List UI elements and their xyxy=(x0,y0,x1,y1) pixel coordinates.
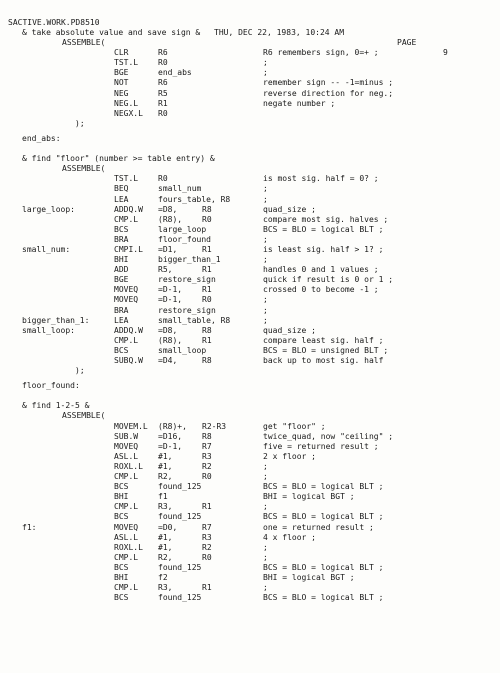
code-operand: =D-1, xyxy=(158,285,183,295)
code-comment: ; xyxy=(263,68,268,78)
code-operand-second: R3 xyxy=(202,451,212,461)
code-comment: 4 x floor ; xyxy=(263,532,316,542)
code-operand: restore_sign xyxy=(158,305,216,315)
code-opcode: CMP.L xyxy=(114,335,139,345)
code-operand: R6 xyxy=(158,48,168,58)
code-operand-second: R8 xyxy=(202,325,212,335)
assemble-close-paren: ); xyxy=(75,118,85,128)
code-operand: R0 xyxy=(158,108,168,118)
code-operand: end_abs xyxy=(158,68,192,78)
code-opcode: NEG xyxy=(114,88,129,98)
code-line xyxy=(0,265,500,275)
code-line xyxy=(0,295,500,305)
code-comment: five = returned result ; xyxy=(263,441,379,451)
code-operand: small_table, R8 xyxy=(158,315,231,325)
code-line xyxy=(0,346,500,356)
section-comment xyxy=(0,154,500,164)
code-opcode: MOVEQ xyxy=(114,295,139,305)
code-operand: R2, xyxy=(158,552,173,562)
code-operand: found_125 xyxy=(158,562,202,572)
code-opcode: BGE xyxy=(114,68,129,78)
code-line xyxy=(0,583,500,593)
code-operand: f1 xyxy=(158,492,168,502)
code-comment: BCS = BLO = logical BLT ; xyxy=(263,593,384,603)
code-line xyxy=(0,422,500,432)
code-comment: BCS = BLO = logical BLT ; xyxy=(263,512,384,522)
code-comment: is most sig. half = 0? ; xyxy=(263,174,379,184)
assemble-open xyxy=(0,38,500,48)
code-operand-second: R8 xyxy=(202,431,212,441)
code-opcode: CMP.L xyxy=(114,472,139,482)
code-line xyxy=(0,492,500,502)
code-line xyxy=(0,78,500,88)
code-comment: quad_size ; xyxy=(263,325,316,335)
code-label: bigger_than_1: xyxy=(22,315,90,325)
code-line xyxy=(0,442,500,452)
code-line xyxy=(0,563,500,573)
blank-line xyxy=(0,391,500,401)
assemble-keyword: ASSEMBLE( xyxy=(62,411,106,421)
code-comment: ; xyxy=(263,58,268,68)
header-timestamp: THU, DEC 22, 1983, 10:24 AM xyxy=(214,28,345,37)
code-line xyxy=(0,215,500,225)
code-operand: =D-1, xyxy=(158,295,183,305)
code-label: small_num: xyxy=(22,244,71,254)
code-comment: BCS = BLO = unsigned BLT ; xyxy=(263,345,389,355)
block-end-label xyxy=(0,381,500,391)
code-comment: ; xyxy=(263,184,268,194)
code-operand: =D8, xyxy=(158,325,178,335)
code-comment: quick if result is 0 or 1 ; xyxy=(263,275,394,285)
code-line xyxy=(0,48,500,58)
code-comment: negate number ; xyxy=(263,98,336,108)
code-operand: =D16, xyxy=(158,431,183,441)
code-comment: compare most sig. halves ; xyxy=(263,214,389,224)
code-line xyxy=(0,235,500,245)
code-comment: ; xyxy=(263,255,268,265)
code-opcode: BCS xyxy=(114,224,129,234)
code-line xyxy=(0,452,500,462)
code-operand: (R8)+, xyxy=(158,421,187,431)
code-label: f1: xyxy=(22,522,37,532)
code-comment: ; xyxy=(263,295,268,305)
code-opcode: BCS xyxy=(114,345,129,355)
blank-line xyxy=(0,144,500,154)
code-operand: #1, xyxy=(158,461,173,471)
code-opcode: BCS xyxy=(114,482,129,492)
code-opcode: BHI xyxy=(114,255,129,265)
assemble-close xyxy=(0,366,500,376)
code-comment: ; xyxy=(263,461,268,471)
code-line xyxy=(0,553,500,563)
code-comment: get "floor" ; xyxy=(263,421,326,431)
code-opcode: ASL.L xyxy=(114,451,139,461)
code-operand: R2, xyxy=(158,472,173,482)
section-comment xyxy=(0,28,500,38)
code-line xyxy=(0,502,500,512)
code-operand-second: R1 xyxy=(202,285,212,295)
code-line xyxy=(0,523,500,533)
code-line xyxy=(0,195,500,205)
code-line xyxy=(0,275,500,285)
code-opcode: ASL.L xyxy=(114,532,139,542)
code-comment: one = returned result ; xyxy=(263,522,374,532)
code-line xyxy=(0,533,500,543)
code-line xyxy=(0,432,500,442)
code-comment: back up to most sig. half xyxy=(263,356,384,365)
code-line xyxy=(0,356,500,366)
code-comment: BCS = BLO = logical BLT ; xyxy=(263,482,384,492)
code-operand: restore_sign xyxy=(158,275,216,285)
code-opcode: MOVEQ xyxy=(114,285,139,295)
code-comment: compare least sig. half ; xyxy=(263,335,384,345)
code-operand-second: R0 xyxy=(202,552,212,562)
code-operand: bigger_than_1 xyxy=(158,255,221,265)
code-comment: BCS = BLO = logical BLT ; xyxy=(263,224,384,234)
assemble-close xyxy=(0,119,500,129)
code-opcode: TST.L xyxy=(114,174,139,184)
code-opcode: BCS xyxy=(114,512,129,522)
code-line xyxy=(0,285,500,295)
code-listing xyxy=(0,28,500,603)
code-line xyxy=(0,316,500,326)
code-operand: small_num xyxy=(158,184,202,194)
code-opcode: ADDQ.W xyxy=(114,325,143,335)
code-operand-second: R0 xyxy=(202,295,212,305)
code-opcode: CLR xyxy=(114,48,129,58)
code-line xyxy=(0,109,500,119)
code-operand: =D0, xyxy=(158,522,178,532)
code-operand: fours_table, R8 xyxy=(158,194,231,204)
code-opcode: TST.L xyxy=(114,58,139,68)
code-opcode: MOVEM.L xyxy=(114,421,148,431)
code-line xyxy=(0,472,500,482)
code-line xyxy=(0,205,500,215)
code-line xyxy=(0,174,500,184)
code-operand-second: R2 xyxy=(202,542,212,552)
assemble-open xyxy=(0,164,500,174)
code-line xyxy=(0,184,500,194)
code-operand: found_125 xyxy=(158,482,202,492)
code-comment: crossed 0 to become -1 ; xyxy=(263,285,379,295)
code-operand: small_loop xyxy=(158,345,207,355)
code-operand: (R8), xyxy=(158,335,183,345)
comment-text: & take absolute value and save sign & xyxy=(22,28,201,37)
comment-text: & find 1-2-5 & xyxy=(22,401,90,411)
code-operand: large_loop xyxy=(158,224,207,234)
code-operand: =D4, xyxy=(158,356,178,365)
code-comment: ; xyxy=(263,552,268,562)
code-opcode: BRA xyxy=(114,234,129,244)
code-operand-second: R3 xyxy=(202,532,212,542)
code-operand-second: R7 xyxy=(202,441,212,451)
code-operand: R3, xyxy=(158,502,173,512)
code-operand-second: R1 xyxy=(202,265,212,275)
code-opcode: CMP.L xyxy=(114,214,139,224)
code-comment: ; xyxy=(263,234,268,244)
code-comment: ; xyxy=(263,315,268,325)
code-comment: R6 remembers sign, 0=+ ; xyxy=(263,48,379,58)
code-operand: #1, xyxy=(158,542,173,552)
header-page-label: PAGE xyxy=(397,38,417,47)
assemble-keyword: ASSEMBLE( xyxy=(62,38,106,48)
code-comment: twice_quad, now "ceiling" ; xyxy=(263,431,394,441)
code-operand-second: R1 xyxy=(202,244,212,254)
code-line xyxy=(0,255,500,265)
code-line xyxy=(0,543,500,553)
code-operand: R5, xyxy=(158,265,173,275)
code-operand-second: R1 xyxy=(202,502,212,512)
code-opcode: BHI xyxy=(114,492,129,502)
code-comment: ; xyxy=(263,542,268,552)
code-opcode: BRA xyxy=(114,305,129,315)
code-opcode: MOVEQ xyxy=(114,522,139,532)
code-line xyxy=(0,89,500,99)
code-comment: ; xyxy=(263,502,268,512)
code-operand: =D-1, xyxy=(158,441,183,451)
code-operand-second: R2-R3 xyxy=(202,421,227,431)
code-operand-second: R1 xyxy=(202,335,212,345)
code-comment: handles 0 and 1 values ; xyxy=(263,265,379,275)
code-operand: R6 xyxy=(158,78,168,88)
code-operand-second: R2 xyxy=(202,461,212,471)
code-opcode: ADDQ.W xyxy=(114,204,143,214)
code-opcode: CMP.L xyxy=(114,502,139,512)
code-label: small_loop: xyxy=(22,325,75,335)
code-opcode: NEGX.L xyxy=(114,108,143,118)
block-end-label xyxy=(0,134,500,144)
code-line xyxy=(0,482,500,492)
code-operand: R3, xyxy=(158,583,173,593)
code-operand: found_125 xyxy=(158,593,202,603)
code-operand: (R8), xyxy=(158,214,183,224)
code-opcode: CMPI.L xyxy=(114,244,143,254)
comment-text: & find "floor" (number >= table entry) & xyxy=(22,154,215,164)
code-line xyxy=(0,512,500,522)
code-operand-second: R0 xyxy=(202,472,212,482)
code-operand-second: R1 xyxy=(202,583,212,593)
code-comment: reverse direction for neg.; xyxy=(263,88,394,98)
code-line xyxy=(0,326,500,336)
code-operand-second: R7 xyxy=(202,522,212,532)
end-label: end_abs: xyxy=(22,133,61,143)
code-line xyxy=(0,245,500,255)
code-line xyxy=(0,225,500,235)
assemble-close-paren: ); xyxy=(75,366,85,376)
code-opcode: ADD xyxy=(114,265,129,275)
code-opcode: BCS xyxy=(114,562,129,572)
code-operand: #1, xyxy=(158,532,173,542)
assemble-keyword: ASSEMBLE( xyxy=(62,164,106,174)
code-opcode: BEQ xyxy=(114,184,129,194)
header-page-number: 9 xyxy=(443,48,448,57)
code-opcode: CMP.L xyxy=(114,583,139,593)
code-operand: f2 xyxy=(158,572,168,582)
section-comment xyxy=(0,401,500,411)
code-operand: R0 xyxy=(158,58,168,68)
code-line xyxy=(0,68,500,78)
code-comment: BCS = BLO = logical BLT ; xyxy=(263,562,384,572)
code-operand-second: R0 xyxy=(202,214,212,224)
code-operand: R5 xyxy=(158,88,168,98)
code-opcode: CMP.L xyxy=(114,552,139,562)
code-opcode: SUB.W xyxy=(114,431,139,441)
code-opcode: LEA xyxy=(114,194,129,204)
code-operand-second: R8 xyxy=(202,204,212,214)
code-comment: BHI = logical BGT ; xyxy=(263,572,355,582)
code-line xyxy=(0,573,500,583)
assemble-open xyxy=(0,411,500,421)
code-operand: floor_found xyxy=(158,234,211,244)
code-opcode: NEG.L xyxy=(114,98,139,108)
code-opcode: BHI xyxy=(114,572,129,582)
code-line xyxy=(0,336,500,346)
code-opcode: ROXL.L xyxy=(114,461,143,471)
code-line xyxy=(0,306,500,316)
code-line xyxy=(0,99,500,109)
code-opcode: BCS xyxy=(114,593,129,603)
code-operand-second: R8 xyxy=(202,356,212,365)
code-operand: found_125 xyxy=(158,512,202,522)
code-comment: ; xyxy=(263,472,268,482)
end-label: floor_found: xyxy=(22,381,80,391)
code-comment: ; xyxy=(263,305,268,315)
code-opcode: SUBQ.W xyxy=(114,356,143,365)
code-comment: remember sign -- -1=minus ; xyxy=(263,78,394,88)
code-operand: R1 xyxy=(158,98,168,108)
code-opcode: NOT xyxy=(114,78,129,88)
code-line xyxy=(0,462,500,472)
code-opcode: MOVEQ xyxy=(114,441,139,451)
code-operand: =D1, xyxy=(158,244,178,254)
code-opcode: LEA xyxy=(114,315,129,325)
code-line xyxy=(0,58,500,68)
code-comment: ; xyxy=(263,194,268,204)
code-label: large_loop: xyxy=(22,204,75,214)
code-opcode: ROXL.L xyxy=(114,542,143,552)
code-comment: quad_size ; xyxy=(263,204,316,214)
code-comment: is least sig. half > 1? ; xyxy=(263,244,384,254)
header-filename: SACTIVE.WORK.PD8510 xyxy=(8,18,100,27)
code-operand: R0 xyxy=(158,174,168,184)
code-opcode: BGE xyxy=(114,275,129,285)
code-comment: ; xyxy=(263,583,268,593)
code-operand: =D8, xyxy=(158,204,178,214)
code-line xyxy=(0,593,500,603)
code-operand: #1, xyxy=(158,451,173,461)
code-comment: BHI = logical BGT ; xyxy=(263,492,355,502)
code-comment: 2 x floor ; xyxy=(263,451,316,461)
